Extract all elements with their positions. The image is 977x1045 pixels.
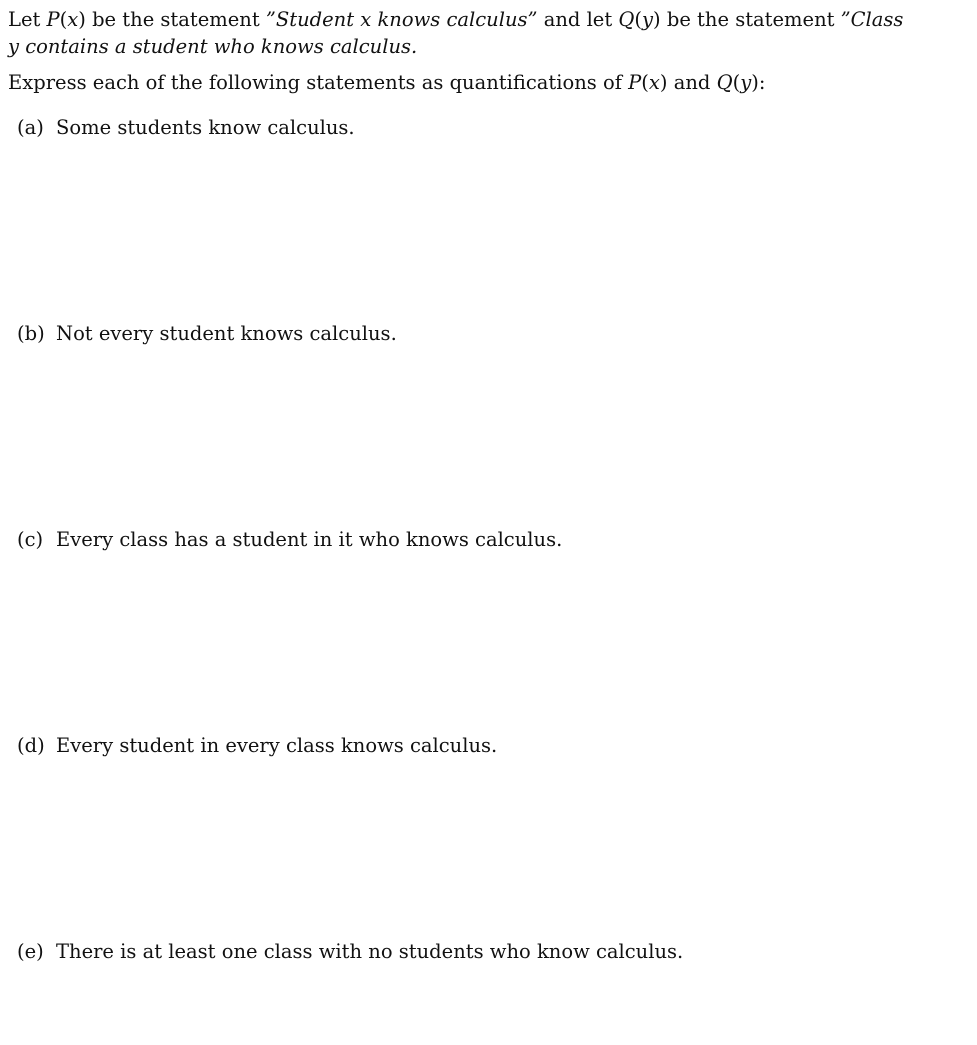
item-label: (b) — [17, 322, 45, 345]
item-text: Every class has a student in it who knows calculus. — [56, 528, 563, 551]
intro-line-1: Let P(x) be the statement ”Student x knows calculus” and let Q(y) be the statement ”Class — [8, 8, 904, 31]
item-text: Not every student knows calculus. — [56, 322, 397, 345]
item-label: (e) — [17, 940, 44, 963]
item-text: Every student in every class knows calculus. — [56, 734, 498, 757]
item-text: There is at least one class with no students who know calculus. — [56, 940, 684, 963]
question-item-b — [17, 322, 397, 346]
item-text: Some students know calculus. — [56, 116, 355, 139]
item-label: (d) — [17, 734, 45, 757]
question-item-d — [17, 734, 497, 758]
intro-line-2: y contains a student who knows calculus. — [8, 35, 418, 58]
question-item-e — [17, 940, 683, 964]
item-label: (a) — [17, 116, 44, 139]
question-item-c — [17, 528, 562, 552]
intro-line-3: Express each of the following statements as quantifications of P(x) and Q(y): — [8, 71, 766, 94]
item-label: (c) — [17, 528, 44, 551]
question-item-a — [17, 116, 355, 140]
